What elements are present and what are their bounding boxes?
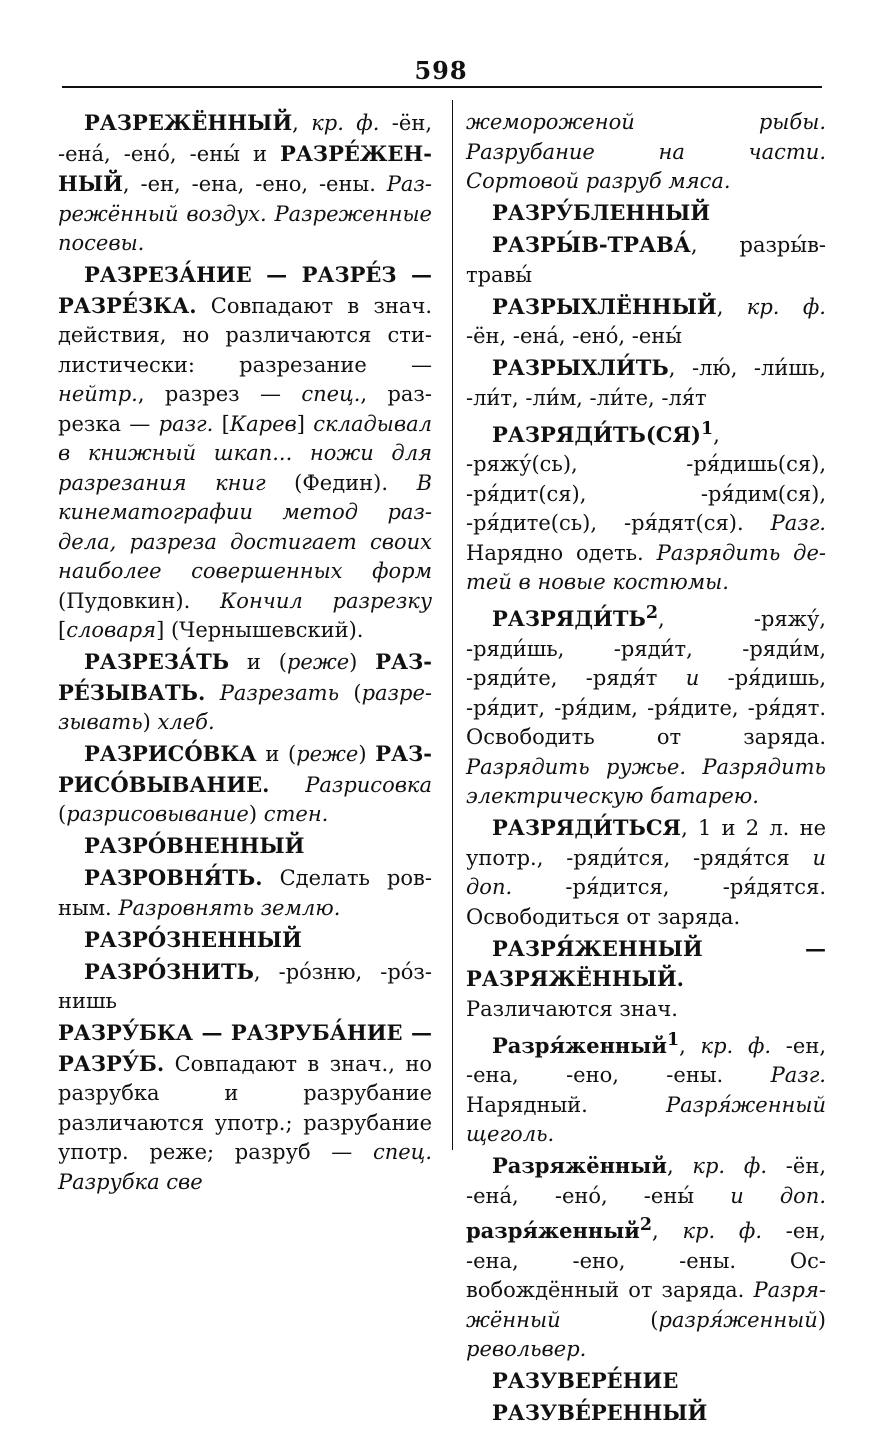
entry-razrezhennyi: РАЗРЕЖЁННЫЙ, кр. ф. -ён, -ена́, -ено́, -ены́ и РАЗРЕ́ЖЕННЫЙ, -ен, -ена, -ено, -ены. Разрежённый воздух. Разреженные посевы. xyxy=(58,110,432,255)
entry-razuverennyi: РАЗУВЕ́РЕННЫЙ xyxy=(492,1400,708,1425)
entry-razrubka: РАЗРУ́БКА — РАЗРУБА́НИЕ — РАЗРУ́Б. Совпадают в знач., но разрубка и разрубание различаются употр.; разрубание употр. реже; разруб — спец. Разрубка све xyxy=(58,1020,432,1194)
entry-razryaditsya: РАЗРЯДИ́ТЬСЯ, 1 и 2 л. не употр., -ряди́тся, -рядя́тся и доп. -ря́дится, -ря́дятся. Освободиться от заряда. xyxy=(466,815,826,929)
left-column xyxy=(58,108,432,1199)
entry-razroznennyi: РАЗРО́ЗНЕННЫЙ xyxy=(84,926,302,952)
entry-razrisovka: РАЗРИСО́ВКА и (реже) РАЗРИСО́ВЫВАНИЕ. Разрисовка (разрисовывание) стен. xyxy=(58,741,432,826)
header-rule xyxy=(62,86,822,88)
entry-razrovnennyi: РАЗРО́ВНЕННЫЙ xyxy=(84,833,305,858)
subentry-razryazhennyi-1: Разря́женный$^1$, кр. ф. -ен, -ена, -ено, -ены. Разг. Нарядный. Разря́женный щеголь. xyxy=(466,1029,826,1146)
entry-razrezanie: РАЗРЕЗА́НИЕ — РАЗРЕ́З — РАЗРЕ́ЗКА. Совпадают в знач. действия, но различаются стилистически: разрезание — нейтр., разрез — спец., разрезка — разг. [Карев] складывал в книжный шкап... ножи для разрезания книг (Федин). В кинематографии метод раздела, разреза достигает своих наиболее совершенных форм (Пудовкин). Кончил разрезку [словаря] (Чернышевский). xyxy=(58,262,433,642)
entry-razrezat: РАЗРЕЗА́ТЬ и (реже) РАЗРЕ́ЗЫВАТЬ. Разрезать (разрезывать) хлеб. xyxy=(58,649,432,734)
entry-razroznit: РАЗРО́ЗНИТЬ, -ро́зню, -ро́знишь xyxy=(58,958,432,1013)
column-divider xyxy=(452,100,453,1150)
entry-razryv-trava: РАЗРЫ́В-ТРАВА́, разры́в-травы́ xyxy=(466,232,826,287)
right-column xyxy=(466,108,826,1430)
entry-razryadit-sya-1: РАЗРЯДИ́ТЬ(СЯ)$^1$, -ряжу́(сь), -ря́дишь(ся), -ря́дит(ся), -ря́дим(ся), -ря́дите(сь), -ря́дят(ся). Разг. Нарядно одеть. Разрядить детей в новые костюмы. xyxy=(466,418,827,594)
page-number: 598 xyxy=(414,56,468,85)
entry-razuverenie: РАЗУВЕРЕ́НИЕ xyxy=(492,1368,679,1393)
entry-razrykhlennyi: РАЗРЫХЛЁННЫЙ, кр. ф. -ён, -ена́, -ено́, -ены́ xyxy=(466,293,826,348)
entry-razrykhlit: РАЗРЫХЛИ́ТЬ, -лю́, -ли́шь, -ли́т, -ли́м, -ли́те, -ля́т xyxy=(466,355,826,410)
entry-razrublennyi: РАЗРУ́БЛЕННЫЙ xyxy=(492,200,711,225)
entry-razryazhennyi: РАЗРЯ́ЖЕННЫЙ — РАЗРЯЖЁННЫЙ. Различаются знач. xyxy=(466,935,826,1021)
subentry-razryazhennyi-2: Разряжённый, кр. ф. -ён, -ена́, -ено́, -ены́ и доп. разря́женный$^2$, кр. ф. -ен, -ена, -ено, -ены. Освобождённый от заряда. Разряжённый (разря́женный) револьвер. xyxy=(466,1153,826,1361)
entry-razryadit-2: $РАЗРЯДИ́ТЬ^2$, -ряжу́, -ряди́шь, -ряди́т, -ряди́м, -ряди́те, -рядя́т и -ря́дишь, -ря́дит, -ря́дим, -ря́дите, -ря́дят. Освободить от заряда. Разрядить ружье. Разрядить электрическую батарею. xyxy=(466,603,826,808)
entry-razrovnyat: РАЗРОВНЯ́ТЬ. Сделать ровным. Разровнять землю. xyxy=(58,865,432,920)
entry-razrubka-continued: жемороженой рыбы. Разрубание на части. Сортовой разруб мяса. xyxy=(466,110,826,193)
